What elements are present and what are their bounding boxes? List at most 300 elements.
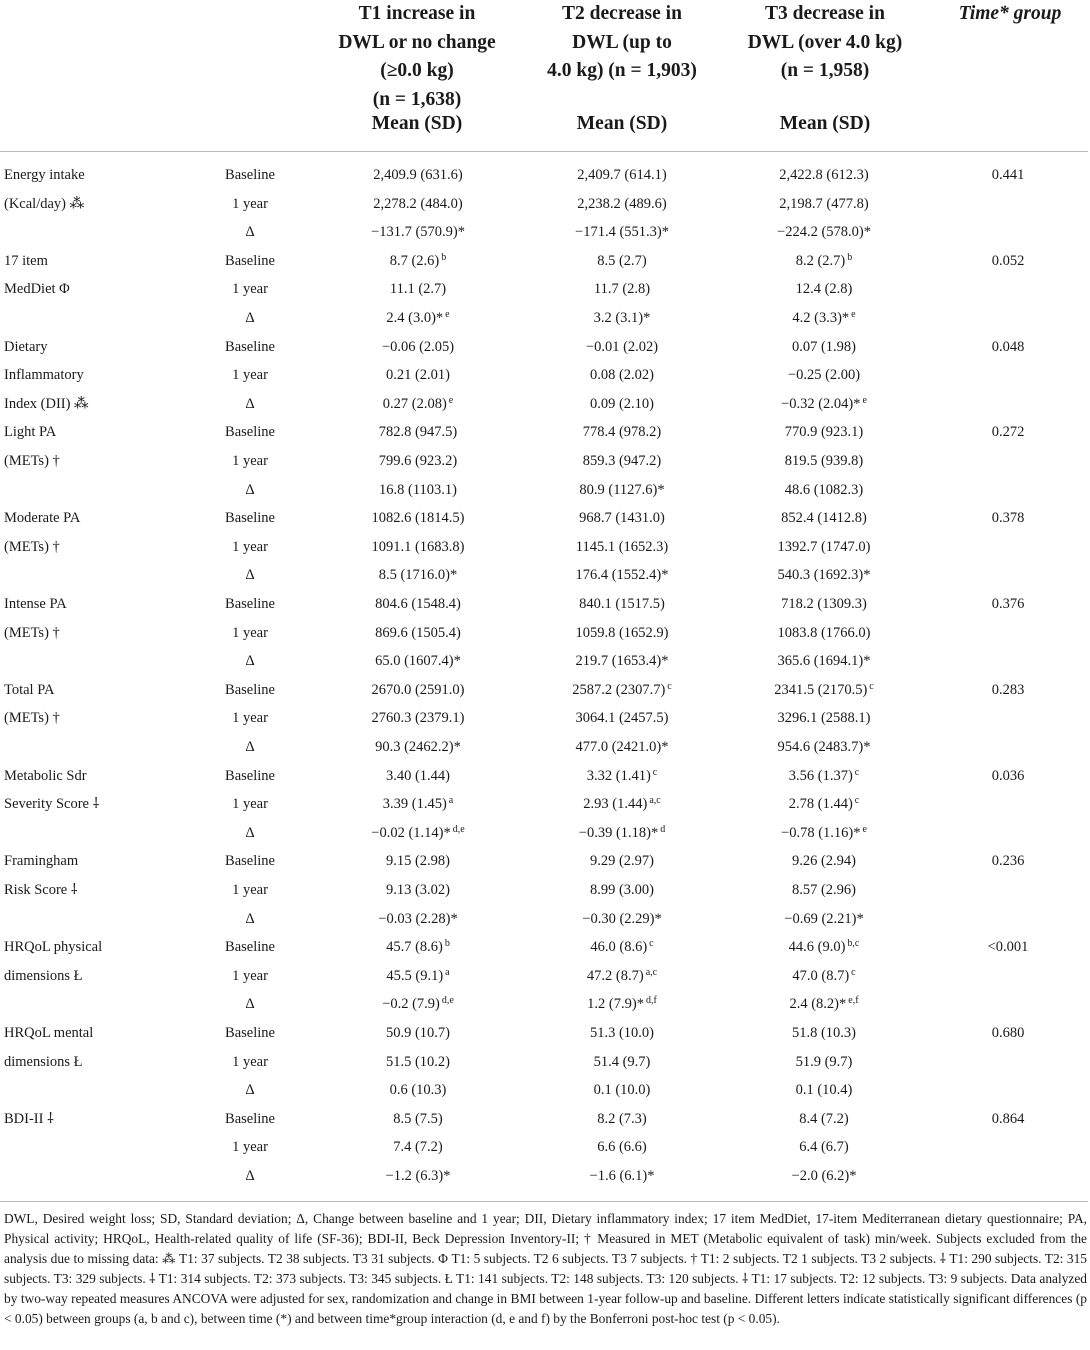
timepoint-label: [190, 509, 310, 527]
timepoint-label: [190, 652, 310, 670]
variable-label-text: Risk Score ⸸: [4, 882, 78, 898]
value-t2-text: 6.6 (6.6): [597, 1139, 647, 1156]
value-t1: [310, 709, 526, 727]
column-header-t3: [728, 0, 922, 134]
value-t2: [520, 1110, 724, 1128]
value-t2: [520, 881, 724, 899]
value-t2-text: 80.9 (1127.6)*: [579, 481, 665, 498]
value-t1: [310, 1053, 526, 1071]
variable-label: [4, 938, 102, 956]
value-t2-text: −0.01 (2.02): [585, 338, 659, 355]
variable-label: [4, 709, 60, 727]
variable-label-text: 17 item: [4, 252, 48, 269]
value-t2-text: 219.7 (1653.4)*: [575, 653, 669, 670]
value-time-group-text: 0.378: [991, 510, 1025, 527]
timepoint-label: [190, 538, 310, 556]
value-t1: [310, 967, 526, 985]
value-t2-text: −0.30 (2.29)*: [582, 910, 662, 927]
value-t2: [520, 509, 724, 527]
value-t3: [722, 681, 926, 699]
column-header-time-group: [940, 0, 1080, 29]
significance-letter: e: [445, 309, 450, 320]
value-t2: [520, 195, 724, 213]
value-t2: [520, 366, 724, 384]
value-t3: [722, 252, 926, 270]
value-t2: [520, 681, 724, 699]
significance-letter: b: [847, 251, 853, 263]
value-t1-text: 2760.3 (2379.1): [371, 710, 465, 727]
variable-label: [4, 767, 87, 785]
value-t3-text: 3296.1 (2588.1): [777, 710, 871, 727]
value-t3-text: 8.2 (2.7): [795, 252, 846, 269]
value-t3: [722, 538, 926, 556]
significance-letter: c: [667, 680, 672, 692]
value-t3-text: 2.78 (1.44): [788, 796, 853, 813]
value-t3-text: 3.56 (1.37): [788, 767, 853, 784]
variable-label-text: (METs) †: [4, 453, 60, 469]
value-t1-text: 90.3 (2462.2)*: [375, 739, 461, 755]
variable-label-text: HRQoL physical: [4, 939, 103, 956]
timepoint-label: [190, 338, 310, 356]
value-t1: [310, 738, 526, 756]
value-t2-text: 2.93 (1.44): [583, 796, 648, 813]
timepoint-label-text: Baseline: [225, 1110, 275, 1127]
variable-label: [4, 366, 84, 384]
timepoint-label: [190, 767, 310, 785]
significance-letter: e: [448, 394, 454, 406]
value-t3: [722, 824, 926, 842]
timepoint-label-text: 1 year: [232, 367, 268, 384]
value-time-group: [938, 852, 1078, 870]
value-t3: [722, 738, 926, 756]
value-t2-text: 1.2 (7.9)*: [587, 996, 644, 1013]
value-t1: [310, 1110, 526, 1128]
timepoint-label-text: Δ: [245, 824, 255, 841]
value-t3-text: 12.4 (2.8): [795, 281, 853, 298]
significance-letter: c: [854, 795, 860, 807]
value-t2: [520, 1053, 724, 1071]
timepoint-label: [190, 1167, 310, 1185]
timepoint-label-text: Baseline: [225, 1025, 275, 1041]
header-stat: Mean (SD): [371, 113, 463, 134]
table-footnote: DWL, Desired weight loss; SD, Standard deviation; Δ, Change between baseline and 1 year; DII, Dietary inflammatory index; 17 item MedDiet, 17-item Mediterranean dietary questionnaire; PA, Physical activity; HRQoL, Health-related quality of life (SF-36); BDI-II, Beck Depression Inventory-II; † Measured in MET (Metabolic equivalent of task) min/week. Subjects excluded from the analysis due to missing data: ⁂ T1: 37 subjects. T2 38 subjects. T3 31 subjects. Φ T1: 5 subjects. T2 6 subjects. T3 7 subjects. † T1: 2 subjects. T2 1 subjects. T3 2 subjects. ⸸ T1: 290 subjects. T2: 315 subjects. T3: 329 subjects. ⸸ T1: 314 subjects. T2: 373 subjects. T3: 345 subjects. Ł T1: 141 subjects. T2: 148 subjects. T3: 120 subjects. ⸸ T1: 17 subjects. T2: 12 subjects. T3: 9 subjects. Data analyzed by two-way repeated measures ANCOVA were adjusted for sex, randomization and change in BMI between 1-year follow-up and baseline. Different letters indicate statistically significant differences (p < 0.05) between groups (a, b and c), between time (*) and between time*group interaction (d, e and f) by the Bonferroni post-hoc test (p < 0.05).: [4, 1211, 1087, 1326]
variable-label: [4, 1110, 54, 1128]
value-t2: [520, 1024, 724, 1042]
value-t2-text: 3.32 (1.41): [586, 767, 651, 784]
value-time-group: [938, 338, 1078, 356]
value-t1-text: 7.4 (7.2): [393, 1139, 443, 1156]
variable-label: [4, 166, 85, 184]
significance-letter: d,f: [645, 995, 657, 1007]
value-t3-text: 718.2 (1309.3): [781, 596, 867, 612]
value-t2-text: 3064.1 (2457.5): [575, 710, 669, 727]
variable-label-text: dimensions Ł: [4, 967, 83, 984]
value-t1: [310, 938, 526, 956]
value-t2-text: 51.4 (9.7): [593, 1053, 651, 1070]
value-t3-text: 819.5 (939.8): [784, 453, 864, 469]
value-t1: [310, 852, 526, 870]
value-t1-text: 782.8 (947.5): [378, 424, 458, 441]
value-t2-text: 1059.8 (1652.9): [575, 624, 669, 641]
value-time-group: [938, 938, 1078, 956]
value-t3: [722, 881, 926, 899]
variable-label: [4, 1053, 83, 1071]
value-t2-text: 477.0 (2421.0)*: [575, 739, 669, 755]
header-stat: Mean (SD): [576, 113, 668, 134]
timepoint-label: [190, 1024, 310, 1042]
header-line: DWL or no change: [338, 31, 496, 53]
value-t3: [722, 452, 926, 470]
value-t2-text: 2,238.2 (489.6): [577, 195, 667, 212]
value-t1-text: 9.15 (2.98): [385, 853, 451, 870]
value-time-group: [938, 1024, 1078, 1042]
significance-letter: d,e: [452, 823, 465, 835]
value-t1: [310, 681, 526, 699]
variable-label: [4, 681, 54, 699]
value-t1-text: −1.2 (6.3)*: [385, 1168, 451, 1184]
header-line: (≥0.0 kg): [380, 60, 454, 81]
value-t1-text: 1082.6 (1814.5): [371, 510, 465, 527]
significance-letter: e,f: [848, 995, 859, 1007]
value-t2-text: 9.29 (2.97): [589, 853, 655, 870]
timepoint-label-text: Δ: [245, 653, 255, 670]
variable-label: [4, 195, 84, 213]
timepoint-label-text: Δ: [245, 481, 255, 498]
variable-label-text: Framingham: [4, 853, 79, 870]
value-time-group: [938, 423, 1078, 441]
value-time-group: [938, 681, 1078, 699]
timepoint-label-text: Δ: [245, 739, 255, 755]
timepoint-label: [190, 709, 310, 727]
value-t3: [722, 481, 926, 499]
value-t1-text: 65.0 (1607.4)*: [375, 653, 461, 670]
timepoint-label: [190, 252, 310, 270]
timepoint-label: [190, 395, 310, 413]
value-t1-text: 8.5 (1716.0)*: [378, 567, 458, 584]
timepoint-label: [190, 452, 310, 470]
value-t3-text: 1083.8 (1766.0): [777, 624, 871, 641]
value-t1-text: 804.6 (1548.4): [375, 596, 461, 612]
timepoint-label-text: Δ: [245, 1168, 255, 1184]
variable-label-text: dimensions Ł: [4, 1053, 83, 1070]
variable-label: [4, 624, 60, 642]
value-t3: [722, 767, 926, 785]
value-t2: [520, 338, 724, 356]
timepoint-label: [190, 738, 310, 756]
value-t1: [310, 395, 526, 413]
timepoint-label: [190, 195, 310, 213]
value-t3-text: −0.78 (1.16)*: [781, 824, 861, 841]
value-t1: [310, 910, 526, 928]
value-t1: [310, 195, 526, 213]
value-t3-text: 0.07 (1.98): [791, 338, 857, 355]
value-time-group-text: 0.864: [991, 1110, 1025, 1127]
header-line: T1 increase in: [358, 3, 476, 24]
value-t3: [722, 652, 926, 670]
value-t2: [520, 938, 724, 956]
timepoint-label: [190, 366, 310, 384]
value-t3-text: 954.6 (2483.7)*: [777, 739, 871, 755]
value-t1: [310, 566, 526, 584]
variable-label-text: MedDiet Φ: [4, 281, 70, 298]
value-time-group: [938, 767, 1078, 785]
timepoint-label-text: Δ: [245, 310, 255, 326]
value-t1: [310, 995, 526, 1013]
value-t1-text: 50.9 (10.7): [385, 1025, 451, 1041]
value-t2-text: 0.1 (10.0): [593, 1082, 651, 1099]
value-t3: [722, 1053, 926, 1071]
value-t1-text: 0.6 (10.3): [389, 1082, 447, 1099]
variable-label: [4, 395, 89, 413]
value-t2: [520, 252, 724, 270]
value-t3: [722, 967, 926, 985]
value-t3: [722, 566, 926, 584]
header-line: 4.0 kg) (n = 1,903): [547, 60, 697, 81]
value-t2-text: 859.3 (947.2): [582, 453, 662, 469]
variable-label-text: Light PA: [4, 424, 57, 441]
significance-letter: c: [854, 766, 860, 778]
value-t1-text: 3.40 (1.44): [385, 767, 451, 784]
timepoint-label: [190, 280, 310, 298]
value-t1: [310, 223, 526, 241]
variable-label: [4, 538, 60, 556]
variable-label: [4, 1024, 93, 1042]
significance-letter: c: [869, 680, 874, 692]
value-t1: [310, 1081, 526, 1099]
timepoint-label-text: 1 year: [232, 453, 268, 469]
value-t2: [520, 824, 724, 842]
variable-label: [4, 423, 56, 441]
value-t2-text: 968.7 (1431.0): [579, 510, 665, 527]
value-t2: [520, 709, 724, 727]
value-t1-text: 8.7 (2.6): [389, 252, 440, 269]
variable-label: [4, 338, 47, 356]
timepoint-label: [190, 681, 310, 699]
header-line: T2 decrease in: [562, 3, 682, 24]
value-t1: [310, 652, 526, 670]
value-t1-text: 869.6 (1505.4): [375, 624, 461, 641]
value-t1-text: −0.06 (2.05): [381, 338, 455, 355]
value-t1: [310, 538, 526, 556]
variable-label-text: Index (DII) ⁂: [4, 395, 89, 412]
variable-label: [4, 881, 78, 899]
bottom-divider: [0, 1201, 1088, 1202]
value-time-group: [938, 595, 1078, 613]
variable-label: [4, 252, 48, 270]
value-time-group: [938, 252, 1078, 270]
timepoint-label: [190, 910, 310, 928]
variable-label-text: Inflammatory: [4, 367, 84, 384]
timepoint-label: [190, 852, 310, 870]
value-t3: [722, 509, 926, 527]
value-t2-text: 778.4 (978.2): [582, 424, 662, 441]
value-t1-text: −0.02 (1.14)*: [371, 824, 451, 841]
value-t1: [310, 280, 526, 298]
value-t1-text: 8.5 (7.5): [393, 1110, 443, 1127]
variable-label: [4, 452, 60, 470]
timepoint-label: [190, 481, 310, 499]
value-t3-text: −224.2 (578.0)*: [777, 224, 871, 241]
variable-label-text: Metabolic Sdr: [4, 767, 87, 784]
timepoint-label: [190, 223, 310, 241]
value-t3-text: 2,198.7 (477.8): [779, 195, 869, 212]
timepoint-label-text: 1 year: [232, 538, 268, 555]
value-t1: [310, 452, 526, 470]
value-t1-text: 51.5 (10.2): [385, 1053, 451, 1070]
value-t3-text: −0.69 (2.21)*: [784, 910, 864, 927]
header-line: T3 decrease in: [765, 3, 885, 24]
value-t1-text: 45.5 (9.1): [386, 967, 444, 984]
header-stat: Mean (SD): [779, 113, 871, 134]
value-time-group: [938, 509, 1078, 527]
variable-label-text: Energy intake: [4, 167, 85, 183]
variable-label-text: Dietary: [4, 338, 48, 355]
value-t2: [520, 967, 724, 985]
value-t2: [520, 738, 724, 756]
timepoint-label: [190, 1138, 310, 1156]
variable-label: [4, 280, 70, 298]
value-t3-text: 770.9 (923.1): [784, 424, 864, 441]
value-t3-text: 2,422.8 (612.3): [779, 167, 869, 183]
value-t1: [310, 824, 526, 842]
timepoint-label: [190, 881, 310, 899]
timepoint-label-text: Δ: [245, 567, 255, 584]
timepoint-label: [190, 1110, 310, 1128]
timepoint-label: [190, 824, 310, 842]
value-t1-text: 2.4 (3.0)*: [386, 310, 444, 326]
header-line: DWL (up to: [572, 31, 672, 53]
timepoint-label-text: Baseline: [225, 939, 275, 956]
timepoint-label-text: 1 year: [232, 624, 268, 641]
timepoint-label-text: 1 year: [232, 796, 268, 813]
variable-label: [4, 967, 83, 985]
timepoint-label: [190, 995, 310, 1013]
variable-label: [4, 595, 67, 613]
timepoint-label-text: Δ: [245, 224, 255, 241]
timepoint-label: [190, 1053, 310, 1071]
value-t1-text: −0.03 (2.28)*: [378, 910, 458, 927]
variable-label-text: BDI-II ⸸: [4, 1110, 54, 1127]
value-t3: [722, 1167, 926, 1185]
value-t3-text: 48.6 (1082.3): [784, 481, 864, 498]
timepoint-label-text: Baseline: [225, 853, 275, 870]
header-line: Time* group: [958, 3, 1062, 24]
value-t1: [310, 1138, 526, 1156]
timepoint-label: [190, 1081, 310, 1099]
variable-label-text: Intense PA: [4, 596, 67, 612]
value-t3: [722, 910, 926, 928]
value-t1-text: 0.21 (2.01): [385, 367, 451, 384]
timepoint-label-text: Baseline: [225, 681, 275, 698]
value-t3: [722, 852, 926, 870]
value-time-group-text: 0.052: [991, 252, 1025, 269]
value-time-group-text: <0.001: [987, 939, 1029, 956]
value-time-group-text: 0.376: [991, 596, 1025, 612]
value-t2: [520, 852, 724, 870]
timepoint-label-text: 1 year: [232, 967, 268, 984]
value-t1-text: 2,409.9 (631.6): [373, 167, 463, 183]
value-t1-text: 2,278.2 (484.0): [373, 195, 463, 212]
timepoint-label: [190, 166, 310, 184]
value-t2-text: −171.4 (551.3)*: [575, 224, 669, 241]
value-t2-text: 1145.1 (1652.3): [575, 538, 669, 555]
timepoint-label-text: 1 year: [232, 1139, 268, 1156]
value-time-group-text: 0.441: [991, 167, 1025, 183]
variable-label-text: Moderate PA: [4, 510, 81, 527]
value-t2: [520, 795, 724, 813]
column-header-t1: [318, 0, 516, 134]
variable-label-text: Severity Score ⸸: [4, 796, 100, 813]
value-t2: [520, 309, 724, 327]
value-t2-text: 46.0 (8.6): [590, 939, 648, 956]
value-t3: [722, 195, 926, 213]
value-t3-text: 9.26 (2.94): [791, 853, 857, 870]
significance-letter: c: [652, 766, 658, 778]
value-t2: [520, 423, 724, 441]
significance-letter: b,c: [847, 938, 860, 950]
value-t2: [520, 452, 724, 470]
significance-letter: a,c: [645, 966, 658, 978]
value-t1-text: 799.6 (923.2): [378, 453, 458, 469]
timepoint-label-text: Baseline: [225, 424, 275, 441]
value-t3-text: 2341.5 (2170.5): [774, 681, 868, 698]
header-line: (n = 1,638): [372, 88, 462, 110]
significance-letter: a: [445, 966, 450, 978]
value-t1-text: 9.13 (3.02): [385, 882, 451, 898]
value-t3: [722, 1024, 926, 1042]
value-time-group: [938, 166, 1078, 184]
significance-letter: e: [862, 394, 867, 406]
significance-letter: b: [441, 251, 447, 263]
timepoint-label: [190, 309, 310, 327]
value-time-group-text: 0.236: [991, 853, 1025, 870]
value-t2-text: 8.5 (2.7): [597, 252, 647, 269]
value-t3: [722, 1081, 926, 1099]
timepoint-label-text: 1 year: [232, 1053, 268, 1070]
value-time-group-text: 0.283: [991, 681, 1025, 698]
value-t2-text: 840.1 (1517.5): [579, 596, 665, 612]
value-t1-text: 45.7 (8.6): [386, 939, 443, 956]
timepoint-label-text: Baseline: [225, 167, 275, 183]
value-t1-text: 16.8 (1103.1): [379, 481, 457, 498]
value-t2: [520, 1167, 724, 1185]
value-t3-text: 51.9 (9.7): [795, 1053, 853, 1070]
value-time-group-text: 0.680: [991, 1025, 1025, 1041]
column-header-t2: [525, 0, 719, 134]
value-t3-text: 540.3 (1692.3)*: [777, 567, 871, 584]
value-t2-text: 11.7 (2.8): [593, 281, 651, 298]
variable-label-text: (METs) †: [4, 624, 60, 641]
value-t3: [722, 166, 926, 184]
value-t1: [310, 795, 526, 813]
value-t1-text: 1091.1 (1683.8): [371, 538, 465, 555]
value-t2-text: −0.39 (1.18)*: [578, 824, 659, 841]
value-t2: [520, 595, 724, 613]
value-t2: [520, 624, 724, 642]
variable-label-text: HRQoL mental: [4, 1025, 94, 1041]
value-t2-text: 3.2 (3.1)*: [593, 310, 651, 326]
value-t3: [722, 795, 926, 813]
significance-letter: d: [660, 823, 666, 835]
timepoint-label-text: Δ: [245, 996, 255, 1013]
timepoint-label-text: Baseline: [225, 252, 275, 269]
value-t2: [520, 995, 724, 1013]
variable-label: [4, 509, 80, 527]
significance-letter: b: [444, 938, 450, 950]
value-t3-text: 6.4 (6.7): [799, 1139, 849, 1156]
value-t1: [310, 1024, 526, 1042]
value-t1: [310, 338, 526, 356]
